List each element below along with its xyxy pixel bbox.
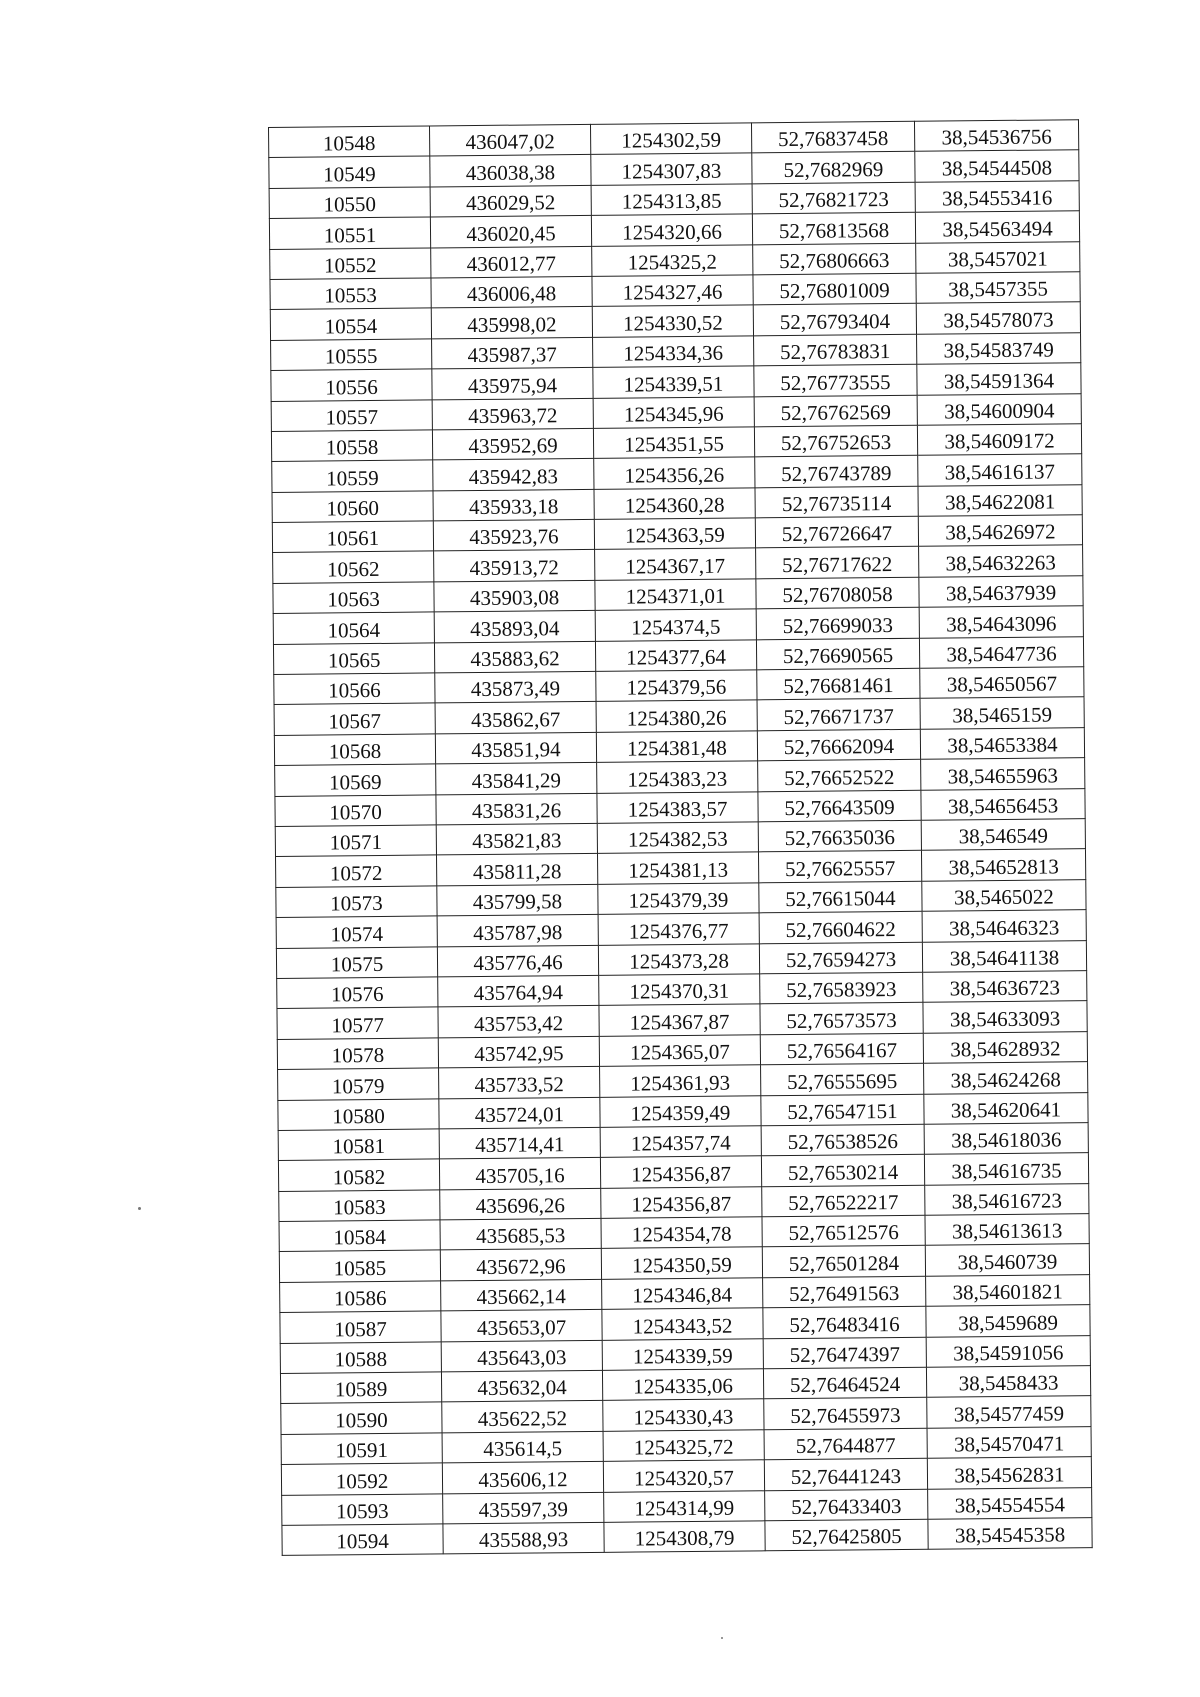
point-number-cell: 10566: [274, 673, 435, 705]
x-coordinate-cell: 435811,28: [436, 854, 597, 886]
latitude-cell: 52,76555695: [761, 1063, 924, 1095]
latitude-cell: 52,76783831: [754, 334, 917, 366]
point-number-cell: 10548: [269, 126, 430, 158]
x-coordinate-cell: 435893,04: [434, 611, 595, 643]
point-number-cell: 10575: [276, 946, 437, 978]
y-coordinate-cell: 1254320,57: [603, 1460, 764, 1492]
point-number-cell: 10569: [275, 764, 436, 796]
y-coordinate-cell: 1254330,43: [603, 1399, 764, 1431]
point-number-cell: 10561: [272, 521, 433, 553]
x-coordinate-cell: 436038,38: [430, 155, 591, 187]
y-coordinate-cell: 1254360,28: [594, 488, 755, 520]
y-coordinate-cell: 1254308,79: [604, 1521, 765, 1553]
y-coordinate-cell: 1254376,77: [598, 913, 759, 945]
point-number-cell: 10573: [276, 886, 437, 918]
point-number-cell: 10594: [282, 1524, 443, 1556]
point-number-cell: 10572: [276, 855, 437, 887]
x-coordinate-cell: 435606,12: [442, 1462, 603, 1494]
latitude-cell: 52,76615044: [759, 881, 922, 913]
point-number-cell: 10564: [273, 612, 434, 644]
latitude-cell: 52,76681461: [757, 668, 920, 700]
latitude-cell: 52,76752653: [754, 425, 917, 457]
longitude-cell: 38,54647736: [919, 636, 1083, 668]
x-coordinate-cell: 435903,08: [434, 580, 595, 612]
latitude-cell: 52,76491563: [763, 1276, 926, 1308]
y-coordinate-cell: 1254367,17: [595, 548, 756, 580]
x-coordinate-cell: 436012,77: [431, 246, 592, 278]
latitude-cell: 52,76474397: [763, 1337, 926, 1369]
latitude-cell: 52,7644877: [764, 1428, 927, 1460]
longitude-cell: 38,54656453: [921, 788, 1085, 820]
longitude-cell: 38,54653384: [920, 728, 1084, 760]
longitude-cell: 38,54609172: [917, 424, 1081, 456]
longitude-cell: 38,54650567: [920, 667, 1084, 699]
latitude-cell: 52,76743789: [755, 456, 918, 488]
latitude-cell: 52,76464524: [763, 1367, 926, 1399]
point-number-cell: 10556: [271, 369, 432, 401]
y-coordinate-cell: 1254307,83: [591, 153, 752, 185]
point-number-cell: 10593: [282, 1493, 443, 1525]
point-number-cell: 10577: [277, 1007, 438, 1039]
y-coordinate-cell: 1254382,53: [597, 822, 758, 854]
latitude-cell: 52,7682969: [752, 152, 915, 184]
point-number-cell: 10586: [280, 1281, 441, 1313]
x-coordinate-cell: 435952,69: [432, 428, 593, 460]
latitude-cell: 52,76455973: [764, 1398, 927, 1430]
y-coordinate-cell: 1254383,57: [597, 791, 758, 823]
y-coordinate-cell: 1254361,93: [600, 1065, 761, 1097]
point-number-cell: 10559: [272, 460, 433, 492]
point-number-cell: 10557: [271, 399, 432, 431]
x-coordinate-cell: 436006,48: [431, 276, 592, 308]
x-coordinate-cell: 435862,67: [435, 702, 596, 734]
y-coordinate-cell: 1254380,26: [596, 700, 757, 732]
x-coordinate-cell: 435942,83: [433, 459, 594, 491]
latitude-cell: 52,76433403: [765, 1489, 928, 1521]
latitude-cell: 52,76573573: [760, 1003, 923, 1035]
longitude-cell: 38,5457021: [916, 241, 1080, 273]
x-coordinate-cell: 435913,72: [434, 550, 595, 582]
latitude-cell: 52,76538526: [761, 1124, 924, 1156]
point-number-cell: 10580: [278, 1098, 439, 1130]
longitude-cell: 38,54583749: [917, 332, 1081, 364]
x-coordinate-cell: 435799,58: [437, 884, 598, 916]
latitude-cell: 52,76594273: [759, 942, 922, 974]
y-coordinate-cell: 1254302,59: [590, 123, 751, 155]
point-number-cell: 10555: [271, 339, 432, 371]
y-coordinate-cell: 1254334,36: [593, 336, 754, 368]
latitude-cell: 52,76604622: [759, 911, 922, 943]
longitude-cell: 38,5459689: [926, 1305, 1090, 1337]
y-coordinate-cell: 1254381,13: [597, 852, 758, 884]
x-coordinate-cell: 435643,03: [441, 1340, 602, 1372]
x-coordinate-cell: 435753,42: [438, 1006, 599, 1038]
scan-speck: [721, 1637, 723, 1639]
latitude-cell: 52,76625557: [758, 851, 921, 883]
point-number-cell: 10553: [270, 278, 431, 310]
point-number-cell: 10591: [281, 1433, 442, 1465]
y-coordinate-cell: 1254365,07: [599, 1035, 760, 1067]
point-number-cell: 10550: [269, 187, 430, 219]
x-coordinate-cell: 435685,53: [440, 1218, 601, 1250]
y-coordinate-cell: 1254314,99: [604, 1490, 765, 1522]
longitude-cell: 38,54652813: [921, 849, 1085, 881]
point-number-cell: 10571: [275, 825, 436, 857]
longitude-cell: 38,54570471: [927, 1426, 1091, 1458]
y-coordinate-cell: 1254381,48: [596, 731, 757, 763]
latitude-cell: 52,76425805: [765, 1519, 928, 1551]
point-number-cell: 10565: [273, 643, 434, 675]
longitude-cell: 38,54591364: [917, 363, 1081, 395]
y-coordinate-cell: 1254383,23: [597, 761, 758, 793]
latitude-cell: 52,76793404: [753, 304, 916, 336]
longitude-cell: 38,54562831: [927, 1457, 1091, 1489]
x-coordinate-cell: 435776,46: [437, 945, 598, 977]
y-coordinate-cell: 1254351,55: [593, 427, 754, 459]
point-number-cell: 10579: [278, 1068, 439, 1100]
x-coordinate-cell: 435821,83: [436, 823, 597, 855]
longitude-cell: 38,54616735: [924, 1153, 1088, 1185]
point-number-cell: 10562: [273, 551, 434, 583]
y-coordinate-cell: 1254357,74: [600, 1126, 761, 1158]
x-coordinate-cell: 435672,96: [440, 1249, 601, 1281]
longitude-cell: 38,54624268: [924, 1062, 1088, 1094]
x-coordinate-cell: 436047,02: [429, 124, 590, 156]
latitude-cell: 52,76530214: [761, 1155, 924, 1187]
latitude-cell: 52,76726647: [755, 516, 918, 548]
x-coordinate-cell: 435632,04: [441, 1370, 602, 1402]
y-coordinate-cell: 1254363,59: [594, 518, 755, 550]
point-number-cell: 10588: [280, 1342, 441, 1374]
x-coordinate-cell: 435987,37: [432, 337, 593, 369]
longitude-cell: 38,54578073: [916, 302, 1080, 334]
x-coordinate-cell: 435787,98: [437, 915, 598, 947]
y-coordinate-cell: 1254370,31: [599, 974, 760, 1006]
x-coordinate-cell: 435831,26: [436, 793, 597, 825]
y-coordinate-cell: 1254345,96: [593, 396, 754, 428]
scan-speck: [138, 1207, 141, 1210]
point-number-cell: 10560: [272, 491, 433, 523]
latitude-cell: 52,76717622: [756, 547, 919, 579]
y-coordinate-cell: 1254374,5: [595, 609, 756, 641]
longitude-cell: 38,5457355: [916, 272, 1080, 304]
y-coordinate-cell: 1254339,51: [593, 366, 754, 398]
longitude-cell: 38,54655963: [921, 758, 1085, 790]
point-number-cell: 10583: [279, 1190, 440, 1222]
longitude-cell: 38,54643096: [919, 606, 1083, 638]
latitude-cell: 52,76690565: [756, 638, 919, 670]
longitude-cell: 38,54553416: [915, 180, 1079, 212]
latitude-cell: 52,76671737: [757, 699, 920, 731]
x-coordinate-cell: 435998,02: [431, 307, 592, 339]
longitude-cell: 38,54616723: [925, 1183, 1089, 1215]
y-coordinate-cell: 1254371,01: [595, 579, 756, 611]
x-coordinate-cell: 435696,26: [440, 1188, 601, 1220]
y-coordinate-cell: 1254356,87: [600, 1156, 761, 1188]
y-coordinate-cell: 1254313,85: [591, 184, 752, 216]
coordinates-table: [268, 119, 1093, 1556]
x-coordinate-cell: 435841,29: [436, 763, 597, 795]
y-coordinate-cell: 1254327,46: [592, 275, 753, 307]
x-coordinate-cell: 435662,14: [441, 1279, 602, 1311]
point-number-cell: 10585: [279, 1250, 440, 1282]
y-coordinate-cell: 1254379,39: [598, 883, 759, 915]
latitude-cell: 52,76662094: [757, 729, 920, 761]
longitude-cell: 38,54544508: [915, 150, 1079, 182]
x-coordinate-cell: 435873,49: [435, 671, 596, 703]
longitude-cell: 38,54591056: [926, 1335, 1090, 1367]
x-coordinate-cell: 435588,93: [443, 1522, 604, 1554]
latitude-cell: 52,76483416: [763, 1306, 926, 1338]
latitude-cell: 52,76501284: [762, 1246, 925, 1278]
y-coordinate-cell: 1254325,2: [592, 244, 753, 276]
y-coordinate-cell: 1254356,87: [601, 1186, 762, 1218]
longitude-cell: 38,54613613: [925, 1214, 1089, 1246]
x-coordinate-cell: 435742,95: [438, 1036, 599, 1068]
x-coordinate-cell: 435851,94: [435, 732, 596, 764]
latitude-cell: 52,76564167: [760, 1033, 923, 1065]
latitude-cell: 52,76512576: [762, 1215, 925, 1247]
longitude-cell: 38,5458433: [926, 1366, 1090, 1398]
point-number-cell: 10592: [281, 1463, 442, 1495]
point-number-cell: 10568: [274, 734, 435, 766]
y-coordinate-cell: 1254325,72: [603, 1430, 764, 1462]
latitude-cell: 52,76708058: [756, 577, 919, 609]
latitude-cell: 52,76441243: [764, 1458, 927, 1490]
y-coordinate-cell: 1254377,64: [595, 639, 756, 671]
latitude-cell: 52,76699033: [756, 608, 919, 640]
point-number-cell: 10554: [270, 308, 431, 340]
longitude-cell: 38,54618036: [924, 1123, 1088, 1155]
latitude-cell: 52,76735114: [755, 486, 918, 518]
point-number-cell: 10567: [274, 703, 435, 735]
longitude-cell: 38,54545358: [928, 1518, 1092, 1550]
longitude-cell: 38,54641138: [922, 940, 1086, 972]
longitude-cell: 38,54632263: [919, 545, 1083, 577]
y-coordinate-cell: 1254359,49: [600, 1095, 761, 1127]
latitude-cell: 52,76801009: [753, 273, 916, 305]
x-coordinate-cell: 435883,62: [434, 641, 595, 673]
x-coordinate-cell: 435963,72: [432, 398, 593, 430]
latitude-cell: 52,76813568: [752, 212, 915, 244]
y-coordinate-cell: 1254373,28: [598, 943, 759, 975]
x-coordinate-cell: 435622,52: [442, 1401, 603, 1433]
latitude-cell: 52,76635036: [758, 820, 921, 852]
x-coordinate-cell: 435653,07: [441, 1310, 602, 1342]
longitude-cell: 38,546549: [921, 819, 1085, 851]
x-coordinate-cell: 435764,94: [438, 975, 599, 1007]
longitude-cell: 38,54554554: [928, 1487, 1092, 1519]
longitude-cell: 38,54628932: [923, 1031, 1087, 1063]
latitude-cell: 52,76522217: [762, 1185, 925, 1217]
y-coordinate-cell: 1254335,06: [602, 1369, 763, 1401]
longitude-cell: 38,54620641: [924, 1092, 1088, 1124]
table-row: [282, 1518, 1092, 1556]
latitude-cell: 52,76643509: [758, 790, 921, 822]
latitude-cell: 52,76762569: [754, 395, 917, 427]
longitude-cell: 38,5460739: [925, 1244, 1089, 1276]
longitude-cell: 38,54616137: [918, 454, 1082, 486]
longitude-cell: 38,54646323: [922, 910, 1086, 942]
latitude-cell: 52,76806663: [753, 243, 916, 275]
point-number-cell: 10589: [280, 1372, 441, 1404]
y-coordinate-cell: 1254354,78: [601, 1217, 762, 1249]
y-coordinate-cell: 1254379,56: [596, 670, 757, 702]
x-coordinate-cell: 435724,01: [439, 1097, 600, 1129]
y-coordinate-cell: 1254339,59: [602, 1338, 763, 1370]
longitude-cell: 38,54622081: [918, 484, 1082, 516]
point-number-cell: 10582: [278, 1159, 439, 1191]
longitude-cell: 38,54601821: [926, 1275, 1090, 1307]
x-coordinate-cell: 435614,5: [442, 1431, 603, 1463]
longitude-cell: 38,54536756: [914, 120, 1078, 152]
x-coordinate-cell: 435714,41: [439, 1127, 600, 1159]
x-coordinate-cell: 435597,39: [443, 1492, 604, 1524]
longitude-cell: 38,54563494: [915, 211, 1079, 243]
y-coordinate-cell: 1254330,52: [592, 305, 753, 337]
point-number-cell: 10584: [279, 1220, 440, 1252]
x-coordinate-cell: 435733,52: [439, 1066, 600, 1098]
longitude-cell: 38,54626972: [918, 515, 1082, 547]
point-number-cell: 10558: [271, 430, 432, 462]
point-number-cell: 10551: [269, 217, 430, 249]
point-number-cell: 10581: [278, 1129, 439, 1161]
y-coordinate-cell: 1254367,87: [599, 1004, 760, 1036]
latitude-cell: 52,76583923: [760, 972, 923, 1004]
point-number-cell: 10552: [270, 248, 431, 280]
point-number-cell: 10574: [276, 916, 437, 948]
longitude-cell: 38,5465159: [920, 697, 1084, 729]
latitude-cell: 52,76547151: [761, 1094, 924, 1126]
x-coordinate-cell: 435923,76: [433, 519, 594, 551]
longitude-cell: 38,5465022: [922, 879, 1086, 911]
x-coordinate-cell: 435933,18: [433, 489, 594, 521]
x-coordinate-cell: 436029,52: [430, 185, 591, 217]
y-coordinate-cell: 1254356,26: [594, 457, 755, 489]
point-number-cell: 10549: [269, 156, 430, 188]
y-coordinate-cell: 1254343,52: [602, 1308, 763, 1340]
point-number-cell: 10576: [277, 977, 438, 1009]
point-number-cell: 10587: [280, 1311, 441, 1343]
latitude-cell: 52,76837458: [751, 121, 914, 153]
point-number-cell: 10563: [273, 582, 434, 614]
y-coordinate-cell: 1254346,84: [602, 1278, 763, 1310]
latitude-cell: 52,76821723: [752, 182, 915, 214]
x-coordinate-cell: 435975,94: [432, 368, 593, 400]
longitude-cell: 38,54637939: [919, 576, 1083, 608]
x-coordinate-cell: 435705,16: [439, 1158, 600, 1190]
longitude-cell: 38,54600904: [917, 393, 1081, 425]
longitude-cell: 38,54633093: [923, 1001, 1087, 1033]
point-number-cell: 10578: [277, 1038, 438, 1070]
point-number-cell: 10570: [275, 795, 436, 827]
latitude-cell: 52,76652522: [758, 759, 921, 791]
point-number-cell: 10590: [281, 1402, 442, 1434]
y-coordinate-cell: 1254320,66: [591, 214, 752, 246]
y-coordinate-cell: 1254350,59: [601, 1247, 762, 1279]
longitude-cell: 38,54577459: [927, 1396, 1091, 1428]
coordinates-table-body: [269, 120, 1093, 1556]
latitude-cell: 52,76773555: [754, 364, 917, 396]
longitude-cell: 38,54636723: [923, 971, 1087, 1003]
x-coordinate-cell: 436020,45: [430, 216, 591, 248]
